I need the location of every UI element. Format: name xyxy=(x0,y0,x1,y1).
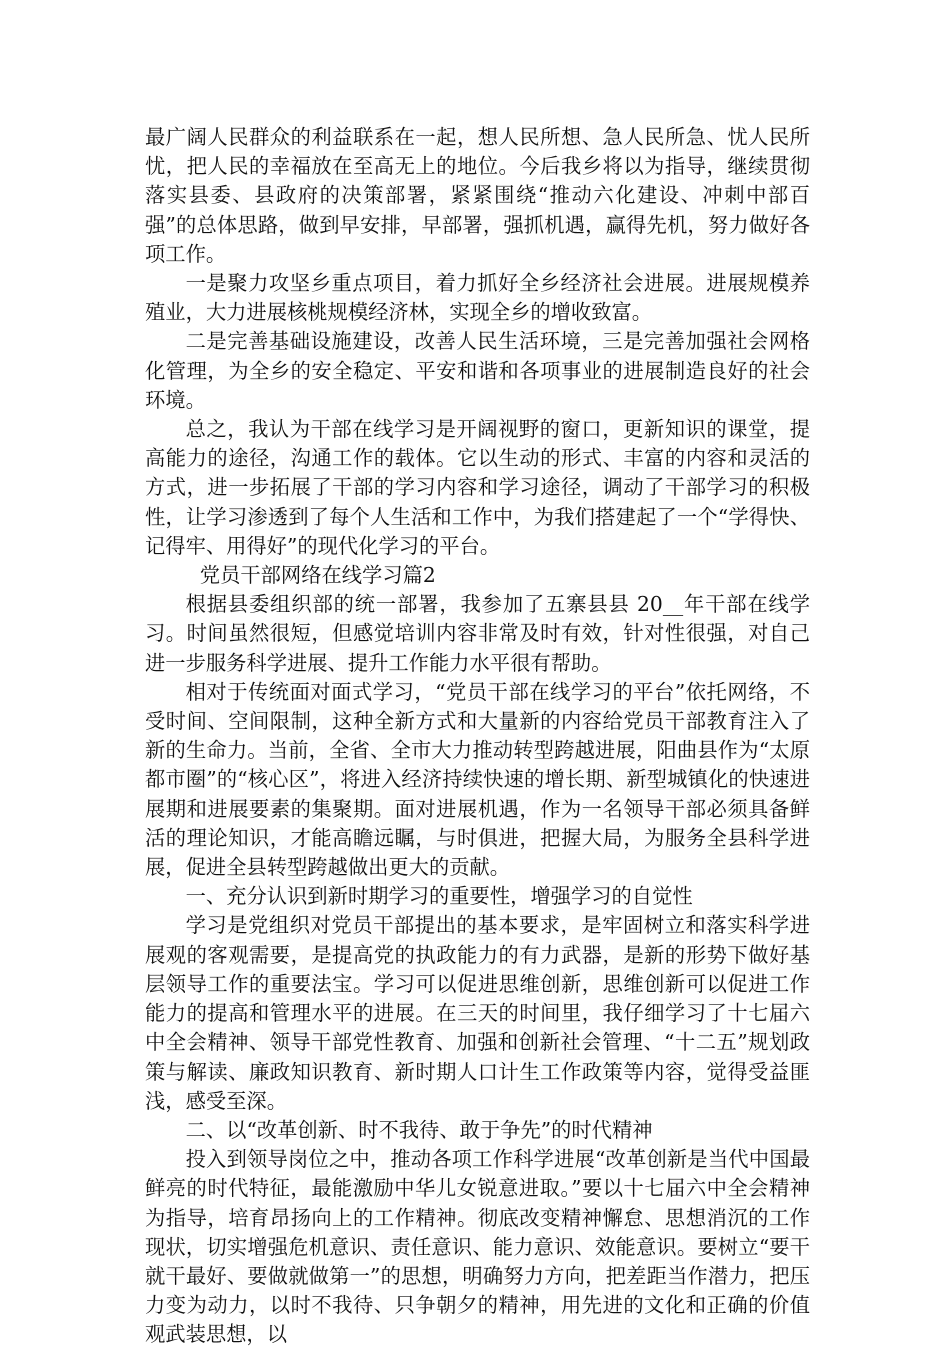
paragraph: 学习是党组织对党员干部提出的基本要求，是牢固树立和落实科学进展观的客观需要，是提高党的执政能力的有力武器，是新的形势下做好基层领导工作的重要法宝。学习可以促进思维创新，思维创新可以促进工作能力的提高和管理水平的进展。在三天的时间里，我仔细学习了十七届六中全会精神、领导干部党性教育、加强和创新社会管理、“十二五”规划政策与解读、廉政知识教育、新时期人口计生工作政策等内容，觉得受益匪浅，感受至深。 xyxy=(145,913,810,1113)
paragraph: 相对于传统面对面式学习，“党员干部在线学习的平台”依托网络，不受时间、空间限制，这种全新方式和大量新的内容给党员干部教育注入了新的生命力。当前，全省、全市大力推动转型跨越进展，阳曲县作为“太原都市圈”的“核心区”，将进入经济持续快速的增长期、新型城镇化的快速进展期和进展要素的集聚期。面对进展机遇，作为一名领导干部必须具备鲜活的理论知识，才能高瞻远瞩，与时俱进，把握大局，为服务全县科学进展，促进全县转型跨越做出更大的贡献。 xyxy=(145,679,810,880)
section-heading: 党员干部网络在线学习篇2 xyxy=(199,563,436,588)
paragraph: 一是聚力攻坚乡重点项目，着力抓好全乡经济社会进展。进展规模养殖业，大力进展核桃规模经济林，实现全乡的增收致富。 xyxy=(145,271,810,325)
document-body xyxy=(145,123,810,1350)
paragraph: 最广阔人民群众的利益联系在一起，想人民所想、急人民所急、忧人民所忧，把人民的幸福放在至高无上的地位。今后我乡将以为指导，继续贯彻落实县委、县政府的决策部署，紧紧围绕“推动六化建设、冲刺中部百强”的总体思路，做到早安排，早部署，强抓机遇，赢得先机，努力做好各项工作。 xyxy=(145,125,810,266)
paragraph: 二是完善基础设施建设，改善人民生活环境，三是完善加强社会网格化管理，为全乡的安全稳定、平安和谐和各项事业的进展制造良好的社会环境。 xyxy=(145,329,810,412)
subheading: 二、以“改革创新、时不我待、敢于争先”的时代精神 xyxy=(185,1117,653,1142)
paragraph: 根据县委组织部的统一部署，我参加了五寨县县 20__年干部在线学习。时间虽然很短，但感觉培训内容非常及时有效，针对性很强，对自己进一步服务科学进展、提升工作能力水平很有帮助。 xyxy=(145,592,810,675)
subheading: 一、充分认识到新时期学习的重要性，增强学习的自觉性 xyxy=(185,884,693,909)
paragraph: 投入到领导岗位之中，推动各项工作科学进展“改革创新是当代中国最鲜亮的时代特征，最能激励中华儿女锐意进取。”要以十七届六中全会精神为指导，培育昂扬向上的工作精神。彻底改变精神懈怠、思想消沉的工作现状，切实增强危机意识、责任意识、能力意识、效能意识。要树立“要干就干最好、要做就做第一”的思想，明确努力方向，把差距当作潜力，把压力变为动力，以时不我待、只争朝夕的精神，用先进的文化和正确的价值观武装思想，以 xyxy=(145,1147,810,1347)
paragraph: 总之，我认为干部在线学习是开阔视野的窗口，更新知识的课堂，提高能力的途径，沟通工作的载体。它以生动的形式、丰富的内容和灵活的方式，进一步拓展了干部的学习内容和学习途径，调动了干部学习的积极性，让学习渗透到了每个人生活和工作中，为我们搭建起了一个“学得快、记得牢、用得好”的现代化学习的平台。 xyxy=(145,417,810,558)
